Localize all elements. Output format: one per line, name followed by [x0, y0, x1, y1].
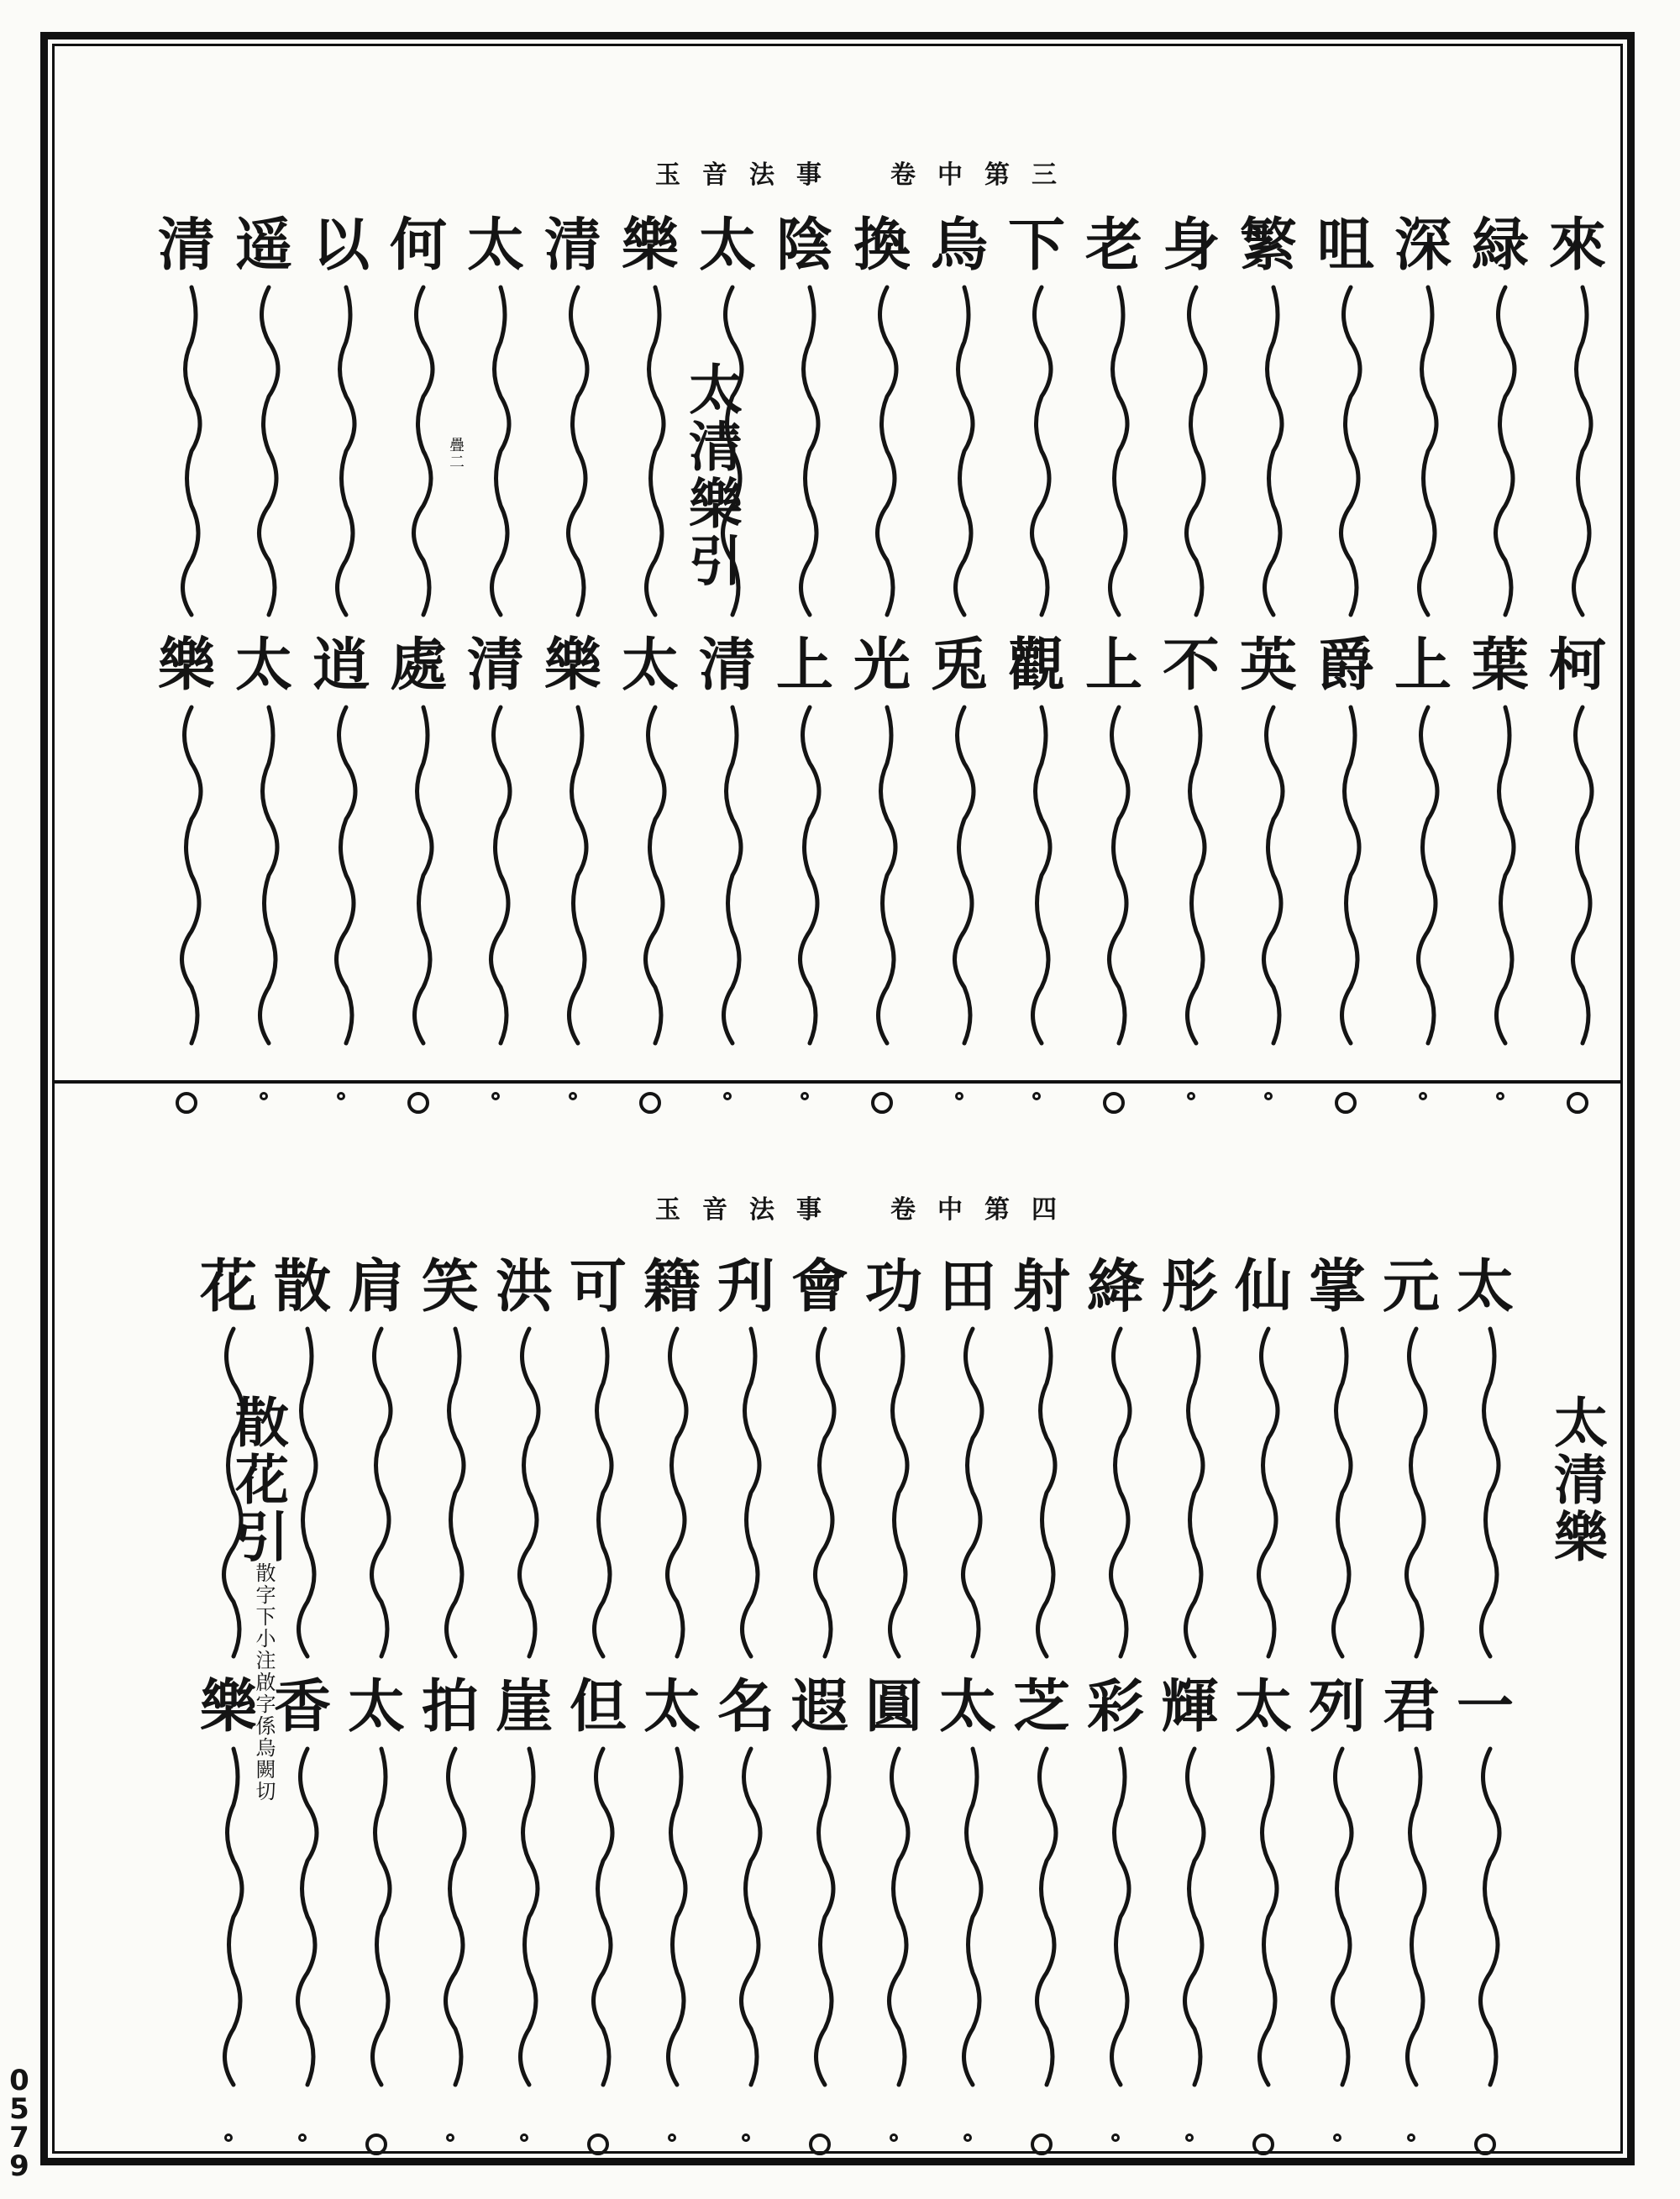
end-circle-icon: [809, 2133, 831, 2155]
neume-stroke-icon: [1457, 1749, 1525, 1757]
upper-column-1: [1537, 210, 1618, 1126]
end-circle-icon: [963, 2133, 972, 2142]
end-circle-icon: [723, 1092, 732, 1100]
upper-column-19: [146, 210, 227, 1126]
lower-column-12: [632, 1252, 712, 2167]
neume-stroke-icon: [643, 1749, 712, 1757]
neume-stroke-icon: [939, 1749, 1008, 1757]
end-circle-icon: [260, 1092, 268, 1100]
column-head-char: 籍: [643, 1253, 701, 1320]
lower-column-7: [1001, 1252, 1082, 2167]
column-head-char: 掌: [1308, 1253, 1366, 1320]
column-mid-char: 圓: [864, 1673, 922, 1740]
column-head-char: 功: [864, 1253, 922, 1320]
neume-stroke-icon: [1383, 1749, 1452, 1757]
neume-stroke-icon: [312, 287, 381, 296]
neume-stroke-icon: [931, 287, 1000, 296]
neume-stroke-icon: [496, 1329, 564, 1337]
neume-stroke-icon: [1087, 1329, 1156, 1337]
column-mid-char: 遐: [790, 1673, 848, 1740]
neume-stroke-icon: [791, 1329, 860, 1337]
neume-stroke-icon: [776, 287, 845, 296]
neume-stroke-icon: [348, 1749, 417, 1757]
neume-stroke-icon: [312, 707, 381, 716]
end-circle-icon: [365, 2133, 387, 2155]
end-circle-icon: [890, 2133, 898, 2142]
column-head-char: 太: [1456, 1253, 1514, 1320]
column-head-char: 清: [543, 212, 601, 279]
column-head-char: 太: [466, 212, 524, 279]
end-circle-icon: [569, 1092, 577, 1100]
neume-stroke-icon: [1013, 1749, 1082, 1757]
neume-stroke-icon: [1161, 1329, 1230, 1337]
neume-stroke-icon: [348, 1329, 417, 1337]
column-mid-char: 光: [853, 632, 911, 699]
column-mid-char: 拍: [421, 1673, 479, 1740]
column-head-char: 彤: [1160, 1253, 1218, 1320]
upper-column-10: [842, 210, 922, 1126]
neume-stroke-icon: [1235, 1749, 1304, 1757]
neume-stroke-icon: [622, 287, 690, 296]
neume-stroke-icon: [717, 1329, 786, 1337]
column-head-char: 花: [199, 1253, 257, 1320]
neume-stroke-icon: [1008, 287, 1077, 296]
neume-stroke-icon: [1163, 707, 1231, 716]
end-circle-icon: [1335, 1092, 1357, 1114]
column-head-char: 以: [312, 212, 370, 279]
neume-stroke-icon: [1085, 287, 1154, 296]
end-circle-icon: [446, 2133, 454, 2142]
neume-stroke-icon: [570, 1749, 638, 1757]
end-circle-icon: [1333, 2133, 1341, 2142]
lower-column-11: [706, 1252, 786, 2167]
column-mid-char: 一: [1456, 1673, 1514, 1740]
end-circle-icon: [337, 1092, 345, 1100]
neume-stroke-icon: [1309, 1329, 1378, 1337]
column-mid-char: 觀: [1007, 632, 1065, 699]
column-head-char: 元: [1382, 1253, 1440, 1320]
end-circle-icon: [1103, 1092, 1125, 1114]
upper-column-7: [1074, 210, 1154, 1126]
end-circle-icon: [1474, 2133, 1496, 2155]
column-head-char: 太: [698, 212, 756, 279]
upper-column-9: [919, 210, 1000, 1126]
upper-column-16: [378, 210, 459, 1126]
neume-stroke-icon: [158, 707, 227, 716]
column-mid-char: 逍: [312, 632, 370, 699]
lower-column-4: [1223, 1252, 1304, 2167]
column-head-char: 老: [1084, 212, 1142, 279]
end-circle-icon: [639, 1092, 661, 1114]
column-head-char: 身: [1162, 212, 1220, 279]
page-number: 0579: [9, 2064, 29, 2183]
lower-title: 太清樂: [1545, 1394, 1608, 1566]
neume-stroke-icon: [1457, 1329, 1525, 1337]
lower-column-9: [853, 1252, 934, 2167]
column-head-char: 絳: [1086, 1253, 1144, 1320]
neume-stroke-icon: [422, 1329, 491, 1337]
column-mid-char: 樂: [543, 632, 601, 699]
neume-stroke-icon: [1394, 287, 1463, 296]
neume-stroke-icon: [158, 287, 227, 296]
lower-column-14: [484, 1252, 564, 2167]
column-head-char: 烏: [930, 212, 988, 279]
end-circle-icon: [1111, 2133, 1120, 2142]
neume-stroke-icon: [1549, 707, 1618, 716]
column-mid-char: 但: [569, 1673, 627, 1740]
column-mid-char: 英: [1239, 632, 1297, 699]
neume-stroke-icon: [422, 1749, 491, 1757]
column-head-char: 散: [273, 1253, 331, 1320]
column-head-char: 咀: [1316, 212, 1374, 279]
neume-stroke-icon: [274, 1749, 343, 1757]
end-circle-icon: [1032, 1092, 1041, 1100]
neume-stroke-icon: [1013, 1329, 1082, 1337]
lower-column-1: [1445, 1252, 1525, 2167]
upper-column-13: [610, 210, 690, 1126]
neume-stroke-icon: [1549, 287, 1618, 296]
upper-note: 疊二: [447, 437, 465, 470]
end-circle-icon: [407, 1092, 429, 1114]
column-head-char: 繁: [1239, 212, 1297, 279]
column-mid-char: 兎: [930, 632, 988, 699]
end-circle-icon: [520, 2133, 528, 2142]
neume-stroke-icon: [1163, 287, 1231, 296]
lower-column-6: [1075, 1252, 1156, 2167]
column-head-char: 換: [853, 212, 911, 279]
column-head-char: 陰: [775, 212, 833, 279]
column-mid-char: 上: [775, 632, 833, 699]
lower-column-10: [780, 1252, 860, 2167]
neume-stroke-icon: [1472, 707, 1541, 716]
neume-stroke-icon: [467, 707, 536, 716]
upper-folio: 玉音法事 卷中第三: [655, 160, 1079, 190]
neume-stroke-icon: [1317, 707, 1386, 716]
end-circle-icon: [955, 1092, 963, 1100]
neume-stroke-icon: [1240, 287, 1309, 296]
lower-subtitle: 散花引: [226, 1394, 289, 1566]
neume-stroke-icon: [717, 1749, 786, 1757]
column-head-char: 遥: [234, 212, 292, 279]
neume-stroke-icon: [496, 1749, 564, 1757]
column-mid-char: 樂: [157, 632, 215, 699]
column-mid-char: 彩: [1086, 1673, 1144, 1740]
neume-stroke-icon: [1309, 1749, 1378, 1757]
end-circle-icon: [1407, 2133, 1415, 2142]
lower-folio: 玉音法事 卷中第四: [655, 1195, 1079, 1225]
upper-column-5: [1228, 210, 1309, 1126]
end-circle-icon: [1496, 1092, 1504, 1100]
neume-stroke-icon: [931, 707, 1000, 716]
upper-column-11: [764, 210, 845, 1126]
end-circle-icon: [587, 2133, 609, 2155]
neume-stroke-icon: [200, 1329, 269, 1337]
column-head-char: 會: [790, 1253, 848, 1320]
column-mid-char: 太: [938, 1673, 996, 1740]
lower-column-3: [1297, 1252, 1378, 2167]
neume-stroke-icon: [1394, 707, 1463, 716]
column-mid-char: 太: [347, 1673, 405, 1740]
lower-column-5: [1149, 1252, 1230, 2167]
neume-stroke-icon: [274, 1329, 343, 1337]
column-mid-char: 太: [621, 632, 679, 699]
upper-column-18: [223, 210, 304, 1126]
end-circle-icon: [742, 2133, 750, 2142]
neume-stroke-icon: [643, 1329, 712, 1337]
neume-stroke-icon: [235, 707, 304, 716]
column-head-char: 來: [1548, 212, 1606, 279]
column-head-char: 清: [157, 212, 215, 279]
upper-column-8: [996, 210, 1077, 1126]
upper-column-12: [687, 210, 768, 1126]
column-head-char: 深: [1394, 212, 1452, 279]
upper-title: 太清樂引: [680, 361, 743, 590]
column-head-char: 仙: [1234, 1253, 1292, 1320]
neume-stroke-icon: [791, 1749, 860, 1757]
column-mid-char: 上: [1084, 632, 1142, 699]
column-mid-char: 香: [273, 1673, 331, 1740]
lower-column-8: [927, 1252, 1008, 2167]
column-mid-char: 崖: [495, 1673, 553, 1740]
end-circle-icon: [871, 1092, 893, 1114]
column-mid-char: 列: [1308, 1673, 1366, 1740]
neume-stroke-icon: [853, 287, 922, 296]
end-circle-icon: [1185, 2133, 1194, 2142]
column-mid-char: 葉: [1471, 632, 1529, 699]
column-head-char: 可: [569, 1253, 627, 1320]
neume-stroke-icon: [1085, 707, 1154, 716]
column-mid-char: 處: [389, 632, 447, 699]
column-mid-char: 太: [234, 632, 292, 699]
lower-column-13: [558, 1252, 638, 2167]
end-circle-icon: [1264, 1092, 1273, 1100]
lower-column-16: [336, 1252, 417, 2167]
neume-stroke-icon: [1383, 1329, 1452, 1337]
neume-stroke-icon: [390, 707, 459, 716]
end-circle-icon: [1031, 2133, 1053, 2155]
end-circle-icon: [1187, 1092, 1195, 1100]
neume-stroke-icon: [865, 1329, 934, 1337]
upper-column-14: [533, 210, 613, 1126]
neume-stroke-icon: [544, 707, 613, 716]
neume-stroke-icon: [1240, 707, 1309, 716]
end-circle-icon: [298, 2133, 307, 2142]
end-circle-icon: [1252, 2133, 1274, 2155]
lower-note: 散字下小注啟字係烏闕切: [252, 1562, 276, 1803]
column-head-char: 笑: [421, 1253, 479, 1320]
neume-stroke-icon: [699, 707, 768, 716]
column-head-char: 樂: [621, 212, 679, 279]
column-mid-char: 太: [643, 1673, 701, 1740]
neume-stroke-icon: [853, 707, 922, 716]
neume-stroke-icon: [1087, 1749, 1156, 1757]
upper-column-3: [1383, 210, 1463, 1126]
neume-stroke-icon: [865, 1749, 934, 1757]
column-head-char: 肩: [347, 1253, 405, 1320]
column-mid-char: 太: [1234, 1673, 1292, 1740]
column-mid-char: 名: [717, 1673, 774, 1740]
column-mid-char: 清: [698, 632, 756, 699]
column-mid-char: 樂: [199, 1673, 257, 1740]
neume-stroke-icon: [1235, 1329, 1304, 1337]
neume-stroke-icon: [1008, 707, 1077, 716]
neume-stroke-icon: [1317, 287, 1386, 296]
lower-column-15: [410, 1252, 491, 2167]
column-mid-char: 上: [1394, 632, 1452, 699]
neume-stroke-icon: [776, 707, 845, 716]
column-mid-char: 不: [1162, 632, 1220, 699]
column-mid-char: 柯: [1548, 632, 1606, 699]
column-head-char: 下: [1007, 212, 1065, 279]
neume-stroke-icon: [390, 287, 459, 296]
end-circle-icon: [224, 2133, 233, 2142]
column-head-char: 何: [389, 212, 447, 279]
column-head-char: 刋: [717, 1253, 774, 1320]
column-mid-char: 爵: [1316, 632, 1374, 699]
neume-stroke-icon: [1161, 1749, 1230, 1757]
neume-stroke-icon: [467, 287, 536, 296]
end-circle-icon: [1419, 1092, 1427, 1100]
neume-stroke-icon: [939, 1329, 1008, 1337]
end-circle-icon: [801, 1092, 809, 1100]
lower-column-2: [1371, 1252, 1452, 2167]
column-head-char: 洪: [495, 1253, 553, 1320]
neume-stroke-icon: [570, 1329, 638, 1337]
column-mid-char: 清: [466, 632, 524, 699]
column-head-char: 緑: [1471, 212, 1529, 279]
neume-stroke-icon: [622, 707, 690, 716]
column-head-char: 田: [938, 1253, 996, 1320]
upper-column-17: [301, 210, 381, 1126]
end-circle-icon: [491, 1092, 500, 1100]
end-circle-icon: [1567, 1092, 1588, 1114]
column-mid-char: 君: [1382, 1673, 1440, 1740]
upper-column-4: [1305, 210, 1386, 1126]
column-head-char: 射: [1012, 1253, 1070, 1320]
column-mid-char: 芝: [1012, 1673, 1070, 1740]
upper-column-6: [1151, 210, 1231, 1126]
neume-stroke-icon: [544, 287, 613, 296]
upper-column-2: [1460, 210, 1541, 1126]
end-circle-icon: [176, 1092, 197, 1114]
neume-stroke-icon: [235, 287, 304, 296]
neume-stroke-icon: [699, 287, 768, 296]
neume-stroke-icon: [1472, 287, 1541, 296]
upper-column-15: [455, 210, 536, 1126]
end-circle-icon: [668, 2133, 676, 2142]
column-mid-char: 輝: [1160, 1673, 1218, 1740]
